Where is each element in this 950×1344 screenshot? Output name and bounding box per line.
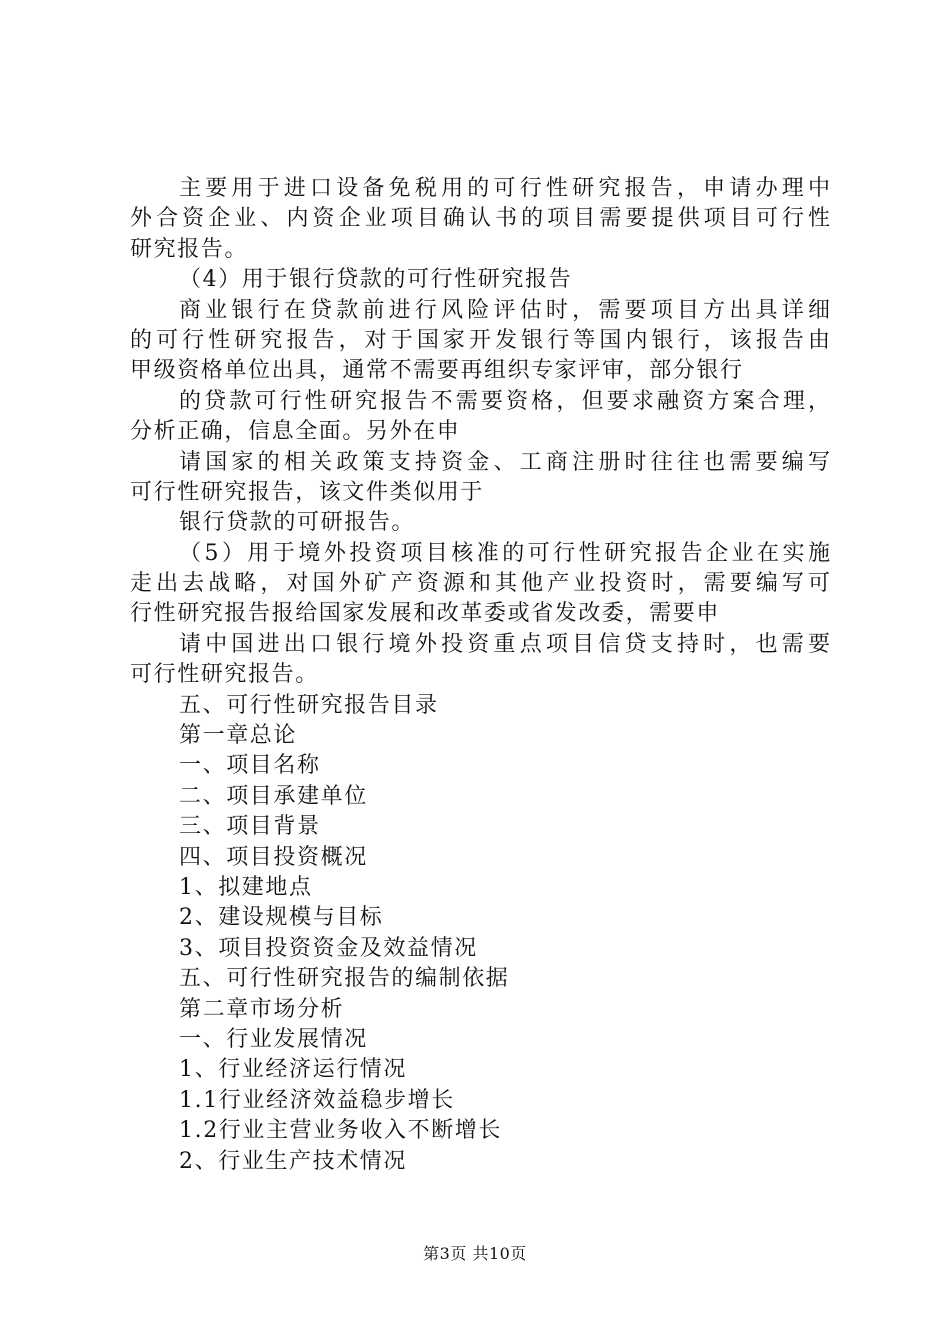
text-line: 行性研究报告报给国家发展和改革委或省发改委，需要申	[130, 601, 721, 627]
text-line: （4）用于银行贷款的可行性研究报告	[179, 267, 573, 293]
text-line: 五、可行性研究报告目录	[179, 692, 439, 718]
text-line: 主要用于进口设备免税用的可行性研究报告，申请办理中	[179, 176, 830, 201]
text-line: 第一章总论	[179, 723, 298, 749]
text-line: 外合资企业、内资企业项目确认书的项目需要提供项目可行性	[130, 206, 830, 232]
document-body	[130, 174, 830, 1177]
text-line: 的可行性研究报告，对于国家开发银行等国内银行，该报告由	[130, 327, 830, 353]
text-line: 五、可行性研究报告的编制依据	[179, 966, 510, 992]
text-line: 请国家的相关政策支持资金、工商注册时往往也需要编写	[179, 449, 830, 475]
text-line: 四、项目投资概况	[179, 844, 368, 870]
text-line: 可行性研究报告。	[130, 662, 319, 688]
text-line: 可行性研究报告，该文件类似用于	[130, 479, 485, 505]
text-line: 银行贷款的可研报告。	[179, 510, 416, 536]
text-line: 请中国进出口银行境外投资重点项目信贷支持时，也需要	[179, 631, 830, 657]
text-line: 一、行业发展情况	[179, 1026, 368, 1052]
text-line: 3、项目投资资金及效益情况	[179, 935, 478, 961]
text-line: 2、行业生产技术情况	[179, 1148, 407, 1174]
text-line: 1、拟建地点	[179, 874, 313, 900]
text-line: 商业银行在贷款前进行风险评估时，需要项目方出具详细	[179, 297, 830, 323]
text-line: 的贷款可行性研究报告不需要资格，但要求融资方案合理，	[179, 388, 830, 414]
text-line: 1.2行业主营业务收入不断增长	[179, 1118, 502, 1144]
text-line: 1、行业经济运行情况	[179, 1057, 407, 1083]
text-line: 二、项目承建单位	[179, 783, 368, 809]
text-line: 三、项目背景	[179, 814, 321, 840]
page-footer: 第3页 共10页	[423, 1244, 527, 1263]
text-line: 甲级资格单位出具，通常不需要再组织专家评审，部分银行	[130, 358, 744, 384]
text-line: 第二章市场分析	[179, 996, 345, 1022]
text-line: 一、项目名称	[179, 753, 321, 779]
text-line: 2、建设规模与目标	[179, 905, 384, 931]
text-line: 分析正确，信息全面。另外在申	[130, 419, 461, 445]
text-line: （5）用于境外投资项目核准的可行性研究报告企业在实施	[179, 540, 830, 566]
text-line: 研究报告。	[130, 236, 249, 262]
text-line: 走出去战略，对国外矿产资源和其他产业投资时，需要编写可	[130, 571, 830, 597]
text-line: 1.1行业经济效益稳步增长	[179, 1087, 455, 1113]
